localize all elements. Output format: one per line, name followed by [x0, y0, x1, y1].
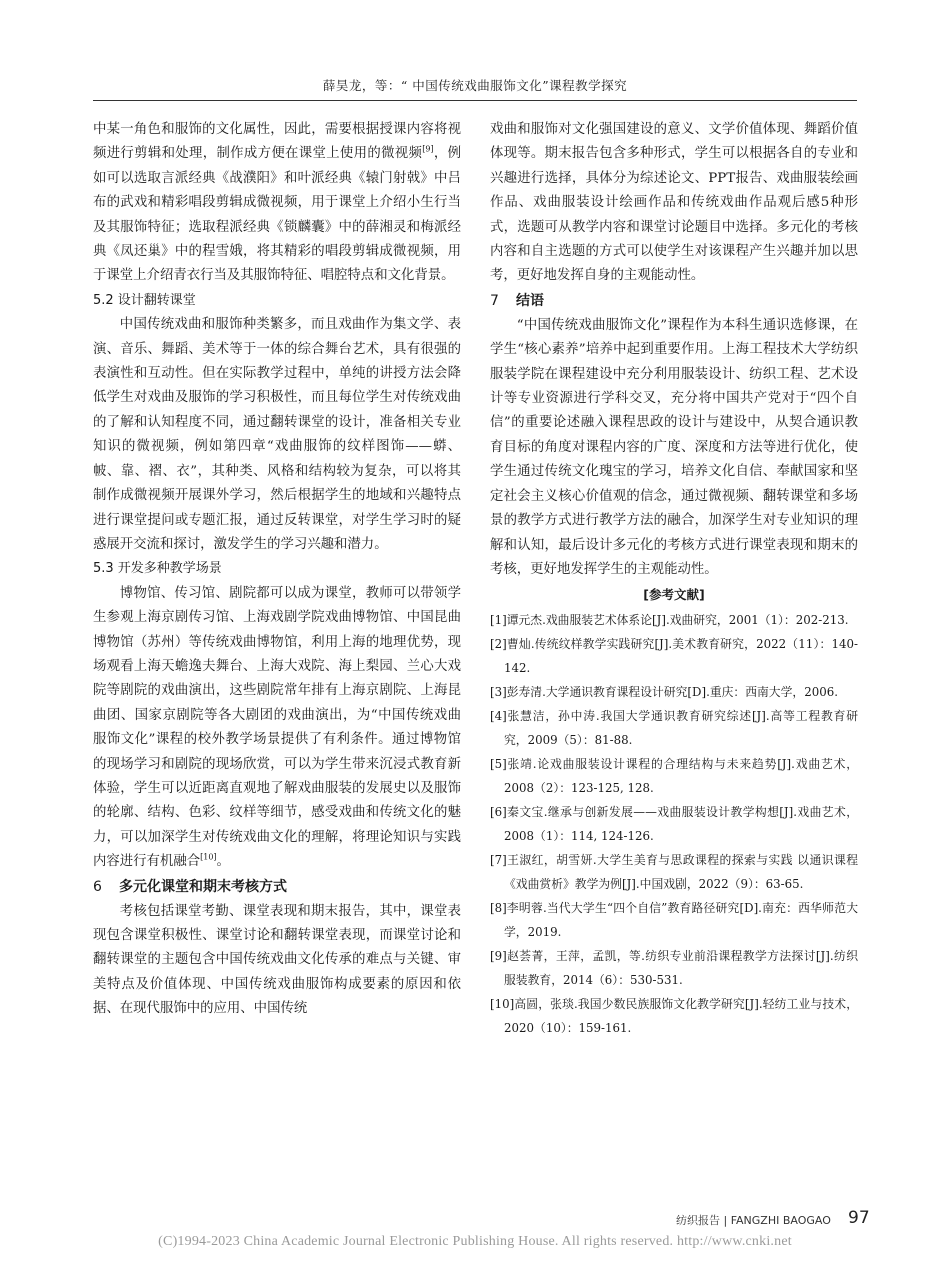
reference-item: [5]张靖.论戏曲服装设计课程的合理结构与未来趋势[J].戏曲艺术，2008（2）：123-125, 128. [490, 757, 858, 796]
reference-item: [7]王淑红，胡雪妍.大学生美育与思政课程的探索与实践 以通识课程《戏曲赏析》教学为例[J].中国戏剧，2022（9）：63-65. [490, 853, 858, 892]
citation: [10] [200, 852, 217, 862]
paragraph-teaching-scenes [93, 582, 461, 875]
copyright-watermark: (C)1994-2023 China Academic Journal Electronic Publishing House. All rights reserved. http://www.cnki.net [158, 1234, 792, 1249]
paragraph-assessment-cont: 戏曲和服饰对文化强国建设的意义、文学价值体现、舞蹈价值体现等。期末报告包含多种形式，学生可以根据各自的专业和兴趣进行选择，具体分为综述论文、PPT报告、戏曲服装绘画作品、戏曲服装设计绘画作品和传统戏曲作品观后感5种形式，选题可从教学内容和课堂讨论题目中选择。多元化的考核内容和自主选题的方式可以使学生对该课程产生兴趣并加以思考，更好地发挥自身的主观能动性。 [490, 122, 858, 284]
running-header: 薛昊龙，等：“ 中国传统戏曲服饰文化”课程教学探究 [322, 78, 628, 93]
reference-item: [4]张慧洁，孙中涛.我国大学通识教育研究综述[J].高等工程教育研究，2009（5）：81-88. [490, 709, 858, 748]
right-column [490, 118, 858, 1040]
section-title: 多元化课堂和期末考核方式 [119, 878, 287, 895]
section-number: 7 [490, 292, 499, 309]
reference-item: [6]秦文宝.继承与创新发展——戏曲服装设计教学构想[J].戏曲艺术，2008（1）：114, 124-126. [490, 805, 858, 844]
reference-item: [10]高圆，张琰.我国少数民族服饰文化教学研究[J].轻纺工业与技术，2020（10）：159-161. [490, 997, 858, 1036]
paragraph-text: 博物馆、传习馆、剧院都可以成为课堂，教师可以带领学生参观上海京剧传习馆、上海戏剧学院戏曲博物馆、中国昆曲博物馆（苏州）等传统戏曲博物馆，利用上海的地理优势，现场观看上海天蟾逸夫舞台、上海大戏院、海上梨园、兰心大戏院等剧院的戏曲演出，这些剧院常年排有上海京剧院、上海昆曲团、国家京剧院等各大剧团的戏曲演出，为“中国传统戏曲服饰文化”课程的校外教学场景提供了有利条件。通过博物馆的现场学习和剧院的现场欣赏，可以为学生带来沉浸式教育新体验，学生可以近距离直观地了解戏曲服装的发展史以及服饰的轮廓、结构、色彩、纹样等细节，感受戏曲和传统文化的魅力，可以加深学生对传统戏曲文化的理解，将理论知识与实践内容进行有机融合 [93, 585, 461, 870]
reference-item: [9]赵荟菁，王萍，孟凯，等.纺织专业前沿课程教学方法探讨[J].纺织服装教育，2014（6）：530-531. [490, 949, 858, 988]
paragraph-text: 。 [216, 854, 230, 870]
section-heading-5-3: 5.3 开发多种教学场景 [93, 561, 222, 577]
journal-footer: 纺织报告 | FANGZHI BAOGAO [676, 1214, 831, 1227]
paragraph-text: 中某一角色和服饰的文化属性，因此，需要根据授课内容将视频进行剪辑和处理，制作成方便在课堂上使用的微视频 [93, 122, 461, 162]
paragraph-text: ，例如可以选取言派经典《战濮阳》和叶派经典《辕门射戟》中吕布的武戏和精彩唱段剪辑成微视频，用于课堂上介绍小生行当及其服饰特征；选取程派经典《锁麟囊》中的薛湘灵和梅派经典《凤还巢》中的程雪娥，将其精彩的唱段剪辑成微视频，用于课堂上介绍青衣行当及其服饰特征、唱腔特点和文化背景。 [93, 146, 462, 284]
paragraph-conclusion: “中国传统戏曲服饰文化”课程作为本科生通识选修课，在学生“核心素养”培养中起到重要作用。上海工程技术大学纺织服装学院在课程建设中充分利用服装设计、纺织工程、艺术设计等专业资源进行学科交叉，充分将中国共产党对于“四个自信”的重要论述融入课程思政的设计与建设中，从契合通识教育目标的角度对课程内容的广度、深度和方法等进行优化，使学生通过传统文化瑰宝的学习，培养文化自信、奉献国家和坚定社会主义核心价值观的信念，通过微视频、翻转课堂和多场景的教学方式进行教学方法的融合，加深学生对专业知识的理解和认知，最后设计多元化的考核方式进行课堂表现和期末的考核，更好地发挥学生的主观能动性。 [490, 317, 858, 577]
reference-item: [8]李明蓉.当代大学生“四个自信”教育路径研究[D].南充：西华师范大学，2019. [490, 901, 858, 940]
references-list [490, 608, 858, 1040]
paragraph-flipped-classroom: 中国传统戏曲和服饰种类繁多，而且戏曲作为集文学、表演、音乐、舞蹈、美术等于一体的综合舞台艺术，具有很强的表演性和互动性。但在实际教学过程中，单纯的讲授方法会降低学生对戏曲及服饰的学习积极性，而且每位学生对传统戏曲的了解和认知程度不同，通过翻转课堂的设计，准备相关专业知识的微视频，例如第四章“戏曲服饰的纹样图饰——蟒、帔、靠、褶、衣”，其种类、风格和结构较为复杂，可以将其制作成微视频开展课外学习，然后根据学生的地域和兴趣特点进行课堂提问或专题汇报，通过反转课堂，对学生学习时的疑惑展开交流和探讨，激发学生的学习兴趣和潜力。 [93, 317, 461, 552]
reference-item: [3]彭寿清.大学通识教育课程设计研究[D].重庆：西南大学，2006. [490, 685, 838, 700]
reference-item: [2]曹灿.传统纹样教学实践研究[J].美术教育研究，2022（11）：140-142. [490, 637, 858, 676]
paragraph-video-editing [93, 118, 461, 289]
section-heading-5-2: 5.2 设计翻转课堂 [93, 292, 196, 308]
references-heading: [参考文献] [643, 587, 705, 603]
citation: [9] [422, 144, 434, 154]
section-heading-7 [490, 289, 858, 314]
reference-item: [1]谭元杰.戏曲服装艺术体系论[J].戏曲研究，2001（1）：202-213. [490, 613, 849, 628]
section-number: 6 [93, 878, 102, 895]
header-rule [93, 100, 857, 101]
paragraph-assessment: 考核包括课堂考勤、课堂表现和期末报告，其中，课堂表现包含课堂积极性、课堂讨论和翻转课堂表现，而课堂讨论和翻转课堂的主题包含中国传统戏曲文化传承的难点与关键、审美特点及价值体现、中国传统戏曲服饰构成要素的原因和依据、在现代服饰中的应用、中国传统 [93, 903, 461, 1017]
left-column [93, 118, 461, 1022]
section-heading-6 [93, 875, 461, 900]
section-title: 结语 [516, 292, 544, 309]
page-number: 97 [848, 1208, 870, 1228]
